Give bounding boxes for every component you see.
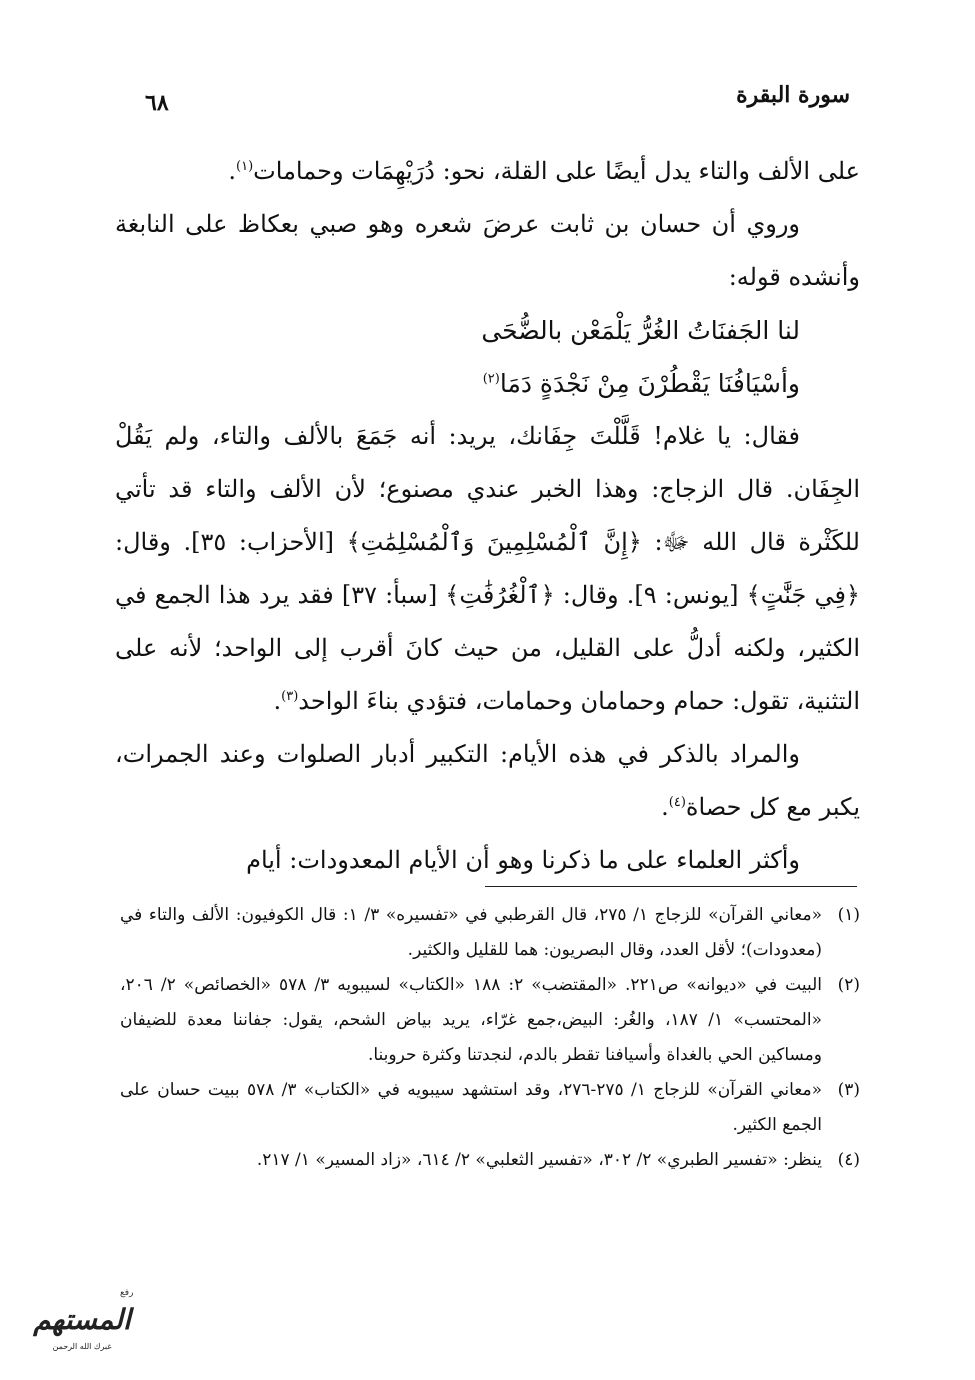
footnote-ref-1: (١): [236, 159, 254, 174]
footnote-2: [120, 968, 860, 1073]
footnote-4: [120, 1143, 860, 1178]
footnote-divider: [485, 886, 857, 887]
paragraph-3: [115, 410, 860, 728]
watermark-logo-text: المستهم: [33, 1303, 131, 1336]
page-number: ٦٨: [145, 90, 169, 116]
paragraph-3-text: فقال: يا غلام! قَلَّلْتَ جِفَانك، يريد: أنه جَمَعَ بالألف والتاء، ولم يَقُلْ الجِفَان. قال الزجاج: وهذا الخبر عندي مصنوع؛ لأن الألف والتاء قد تأتي للكَثْرة قال الله ﷻ: ﴿إِنَّ ٱلْمُسْلِمِينَ وَٱلْمُسْلِمَٰتِ﴾ [الأحزاب: ٣٥]. وقال: ﴿فِي جَنَّٰتٍ﴾ [يونس: ٩]. وقال: ﴿ٱلْغُرُفَٰتِ﴾ [سبأ: ٣٧] فقد يرد هذا الجمع في الكثير، ولكنه أدلُّ على القليل، من حيث كانَ أقرب إلى الواحد؛ لأنه على التثنية، تقول: حمام وحمامان وحمامات، فتؤدي بناءَ الواحد: [115, 422, 861, 715]
footnote-number: (٤): [837, 1150, 860, 1170]
surah-title: سورة البقرة: [736, 82, 850, 108]
paragraph-1-end: .: [228, 157, 237, 185]
footnote-number: (٣): [837, 1080, 860, 1100]
footnote-text: «معاني القرآن» للزجاج ١/ ٢٧٥-٢٧٦، وقد استشهد سيبويه في «الكتاب» ٣/ ٥٧٨ ببيت حسان على الجمع الكثير.: [120, 1080, 822, 1135]
paragraph-4-end: .: [661, 793, 669, 821]
paragraph-1: [115, 145, 860, 198]
footnote-1: [120, 898, 860, 968]
footnote-text: «معاني القرآن» للزجاج ١/ ٢٧٥، قال القرطبي في «تفسيره» ٣/ ١: قال الكوفيون: الألف والتاء في (معدودات)؛ لأقل العدد، وقال البصريون: هما للقليل والكثير.: [120, 905, 823, 960]
paragraph-4-text: والمراد بالذكر في هذه الأيام: التكبير أدبار الصلوات وعند الجمرات، يكبر مع كل حصاة: [115, 740, 860, 821]
footnote-number: (١): [837, 905, 860, 925]
main-text: [115, 145, 860, 887]
footnote-ref-4: (٤): [668, 795, 686, 810]
footnote-3: [120, 1073, 860, 1143]
footnote-ref-3: (٣): [281, 689, 299, 704]
footnote-text: ينظر: «تفسير الطبري» ٢/ ٣٠٢، «تفسير الثعلبي» ٢/ ٦١٤، «زاد المسير» ١/ ٢١٧.: [256, 1150, 822, 1170]
paragraph-3-end: .: [273, 687, 282, 715]
paragraph-2: وروي أن حسان بن ثابت عرضَ شعره وهو صبي بعكاظ على النابغة وأنشده قوله:: [115, 210, 860, 291]
footnote-text: البيت في «ديوانه» ص٢٢١. «المقتضب» ٢: ١٨٨ «الكتاب» لسيبويه ٣/ ٥٧٨ «الخصائص» ٢/ ٢٠٦، «المحتسب» ١/ ١٨٧، والغُر: البيض،جمع غرّاء، يريد بياض الشحم، يقول: جفاننا معدة للضيفان ومساكين الحي بالغداة وأسيافنا تقطر بالدم، لنجدتنا وكثرة حروبنا.: [120, 975, 823, 1065]
footnote-number: (٢): [837, 975, 860, 995]
watermark-logo: [12, 1298, 152, 1358]
verse-line-1: لنا الجَفنَاتُ الغُرُّ يَلْمَعْن بالضُّحَى: [481, 316, 800, 345]
verse-line-2: [115, 357, 860, 410]
page-header: [105, 78, 870, 118]
footnotes: [120, 898, 860, 1178]
verse-line-2-text: وأسْيَافُنَا يَقْطُرْنَ مِنْ نَجْدَةٍ دَمَا: [499, 369, 800, 398]
watermark-subtext: غبرك الله الرحمن: [52, 1342, 112, 1351]
paragraph-5: وأكثر العلماء على ما ذكرنا وهو أن الأيام المعدودات: أيام: [246, 846, 800, 874]
paragraph-4: [115, 728, 860, 834]
paragraph-1-text: على الألف والتاء يدل أيضًا على القلة، نحو: دُرَيْهِمَات وحمامات: [253, 157, 860, 185]
watermark-stamp: رفع: [120, 1288, 134, 1298]
footnote-ref-2: (٢): [482, 371, 500, 387]
